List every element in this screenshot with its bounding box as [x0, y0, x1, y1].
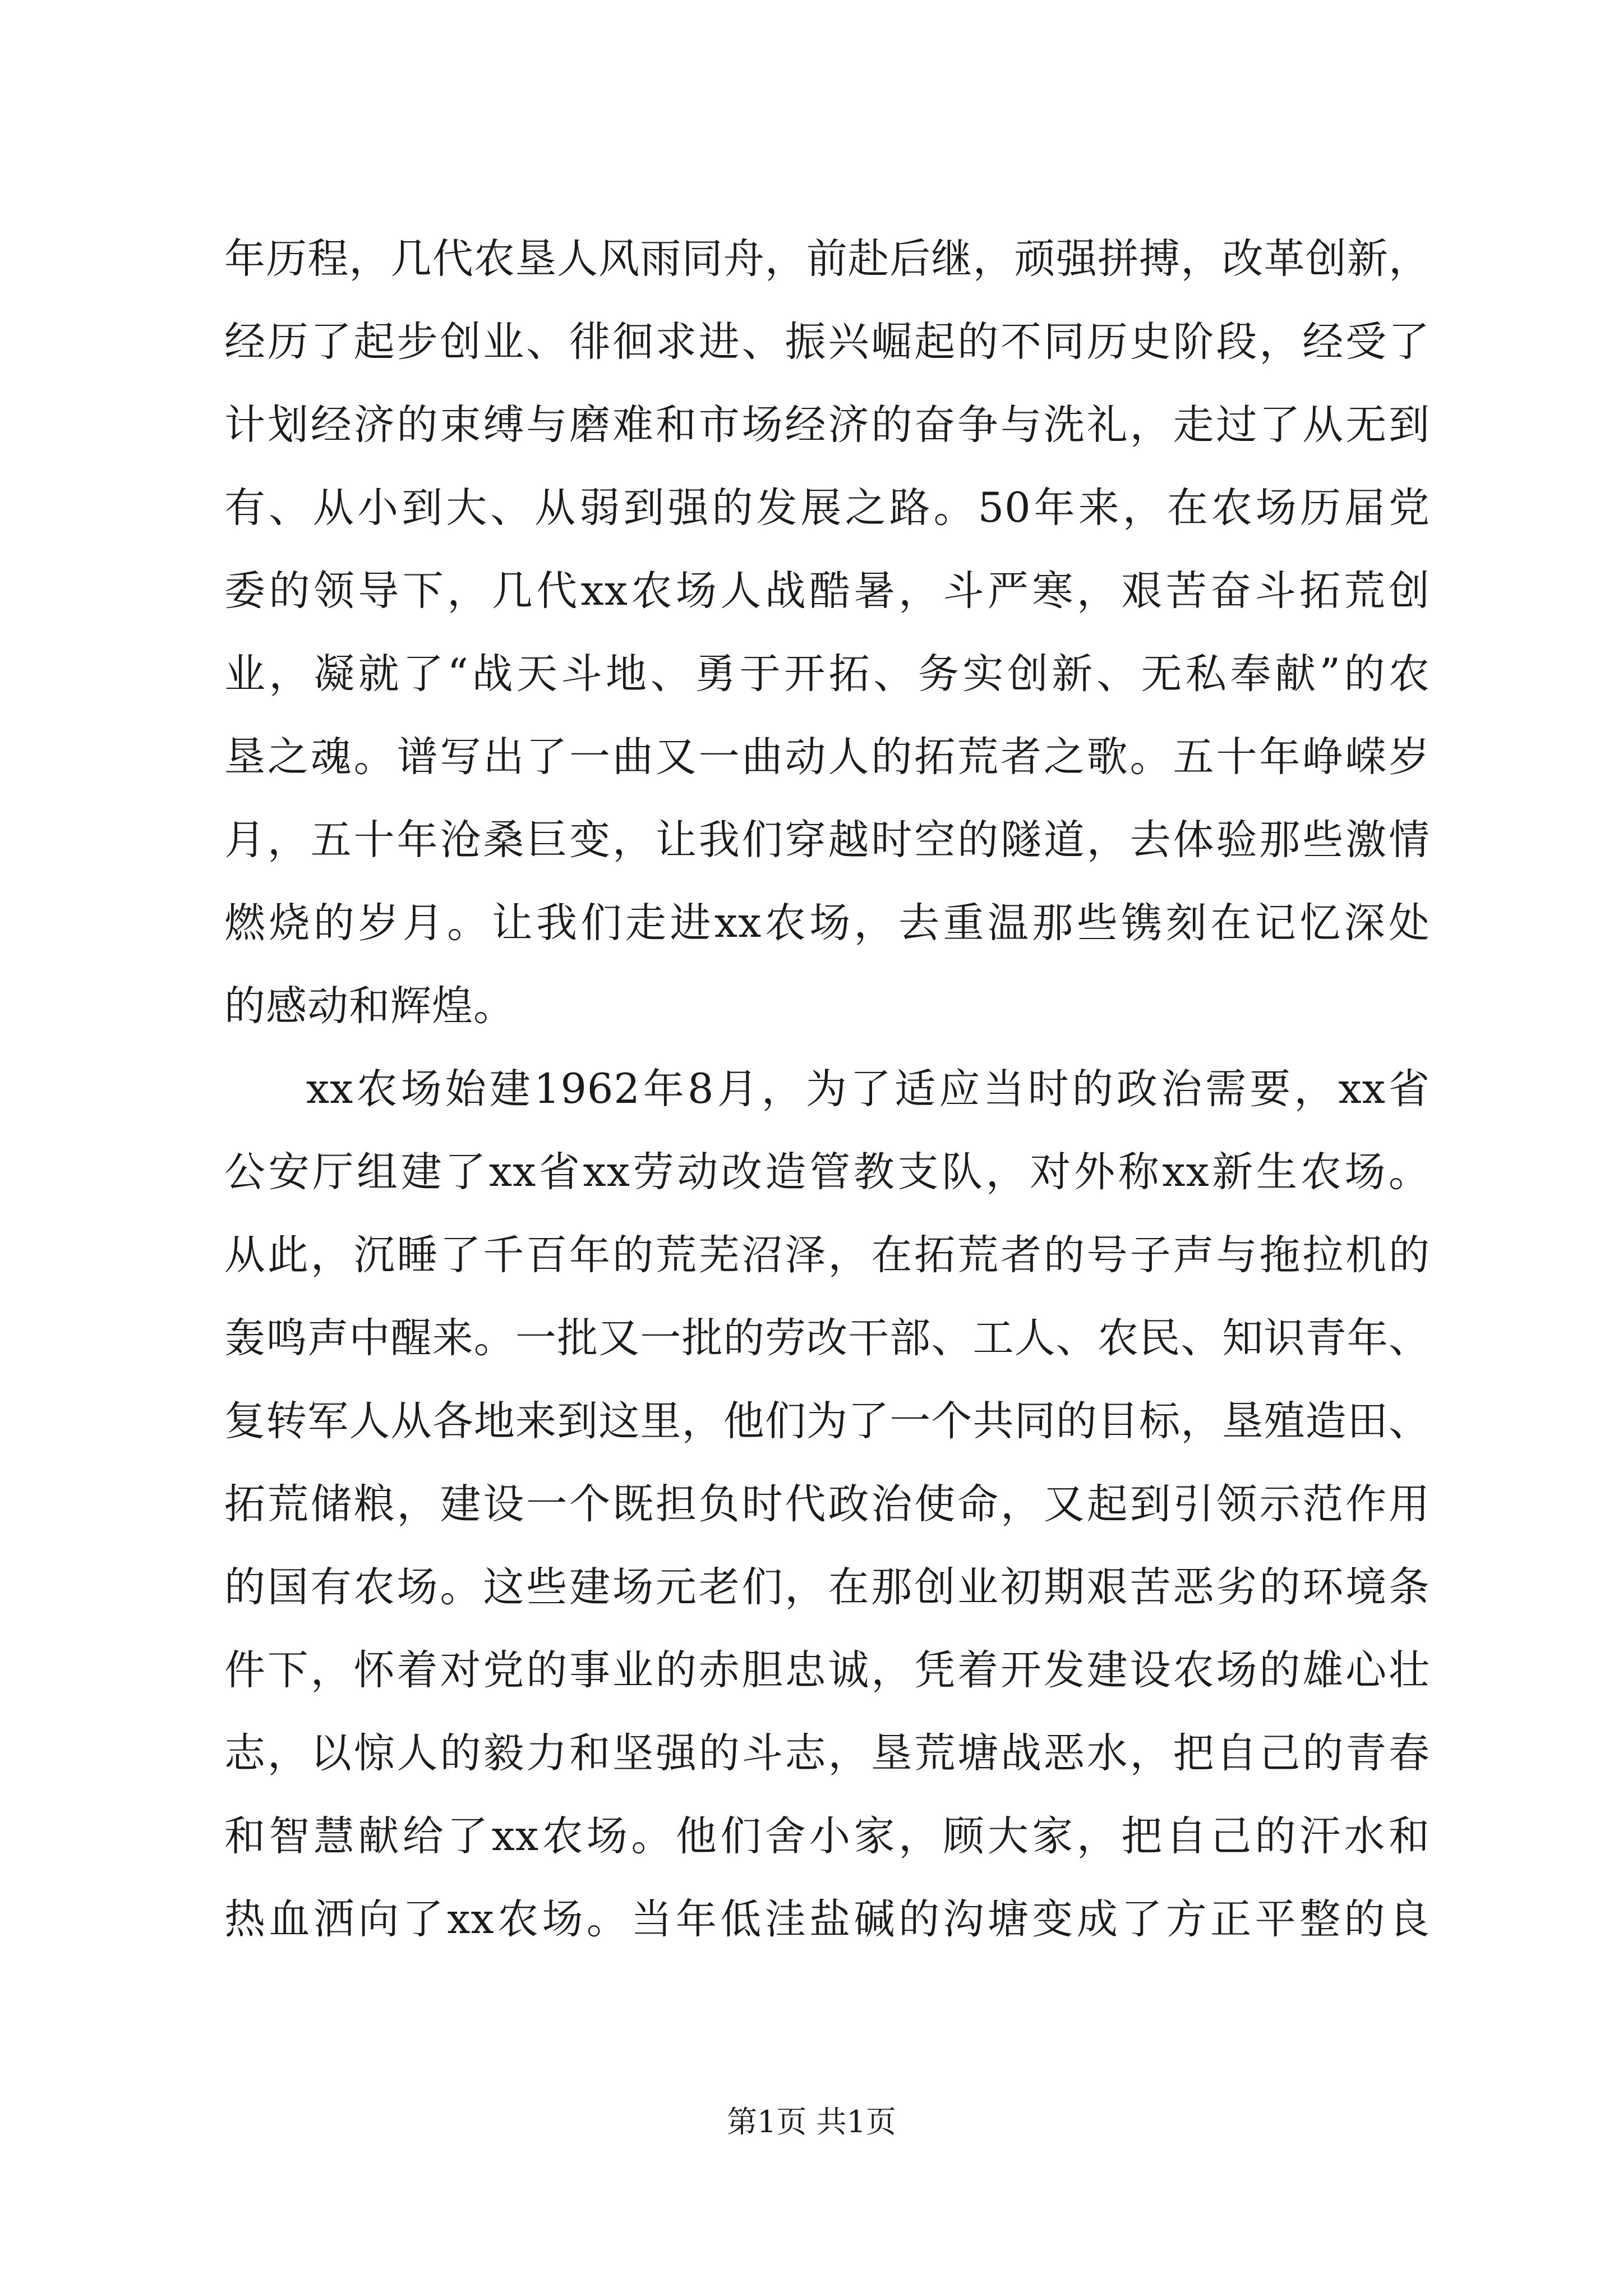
text-line: 垦之魂。谱写出了一曲又一曲动人的拓荒者之歌。五十年峥嵘岁 [224, 733, 1430, 781]
text-line: 有、从小到大、从弱到强的发展之路。50年来，在农场历届党 [224, 484, 1430, 532]
text-line: 复转军人从各地来到这里，他们为了一个共同的目标，垦殖造田、 [224, 1397, 1430, 1445]
paragraph-2 [224, 1048, 1430, 1961]
text-line: 计划经济的束缚与磨难和市场经济的奋争与洗礼，走过了从无到 [224, 401, 1430, 449]
text-line: 拓荒储粮，建设一个既担负时代政治使命，又起到引领示范作用 [224, 1480, 1430, 1528]
text-line: 的感动和辉煌。 [224, 982, 515, 1030]
text-line: 燃烧的岁月。让我们走进xx农场，去重温那些镌刻在记忆深处 [224, 899, 1430, 947]
text-line: 从此，沉睡了千百年的荒芜沼泽，在拓荒者的号子声与拖拉机的 [224, 1231, 1430, 1279]
text-line: xx农场始建1962年8月，为了适应当时的政治需要，xx省 [306, 1065, 1430, 1113]
text-line: 热血洒向了xx农场。当年低洼盐碱的沟塘变成了方正平整的良 [224, 1895, 1430, 1943]
page-number: 第1页 共1页 [727, 2104, 896, 2139]
text-line: 委的领导下，几代xx农场人战酷暑，斗严寒，艰苦奋斗拓荒创 [224, 567, 1430, 615]
page-footer [0, 2102, 1623, 2142]
text-line: 和智慧献给了xx农场。他们舍小家，顾大家，把自己的汗水和 [224, 1812, 1430, 1860]
text-line: 经历了起步创业、徘徊求进、振兴崛起的不同历史阶段，经受了 [224, 318, 1430, 366]
text-line: 年历程，几代农垦人风雨同舟，前赴后继，顽强拼搏，改革创新， [224, 235, 1430, 283]
text-line: 件下，怀着对党的事业的赤胆忠诚，凭着开发建设农场的雄心壮 [224, 1646, 1430, 1694]
text-line: 公安厅组建了xx省xx劳动改造管教支队，对外称xx新生农场。 [224, 1148, 1430, 1196]
document-body [224, 218, 1430, 1961]
text-line: 业，凝就了“战天斗地、勇于开拓、务实创新、无私奉献”的农 [224, 650, 1430, 698]
text-line: 的国有农场。这些建场元老们，在那创业初期艰苦恶劣的环境条 [224, 1563, 1430, 1611]
text-line: 月，五十年沧桑巨变，让我们穿越时空的隧道，去体验那些激情 [224, 816, 1430, 864]
paragraph-1 [224, 218, 1430, 1048]
text-line: 轰鸣声中醒来。一批又一批的劳改干部、工人、农民、知识青年、 [224, 1314, 1430, 1362]
text-line: 志，以惊人的毅力和坚强的斗志，垦荒塘战恶水，把自己的青春 [224, 1729, 1430, 1777]
